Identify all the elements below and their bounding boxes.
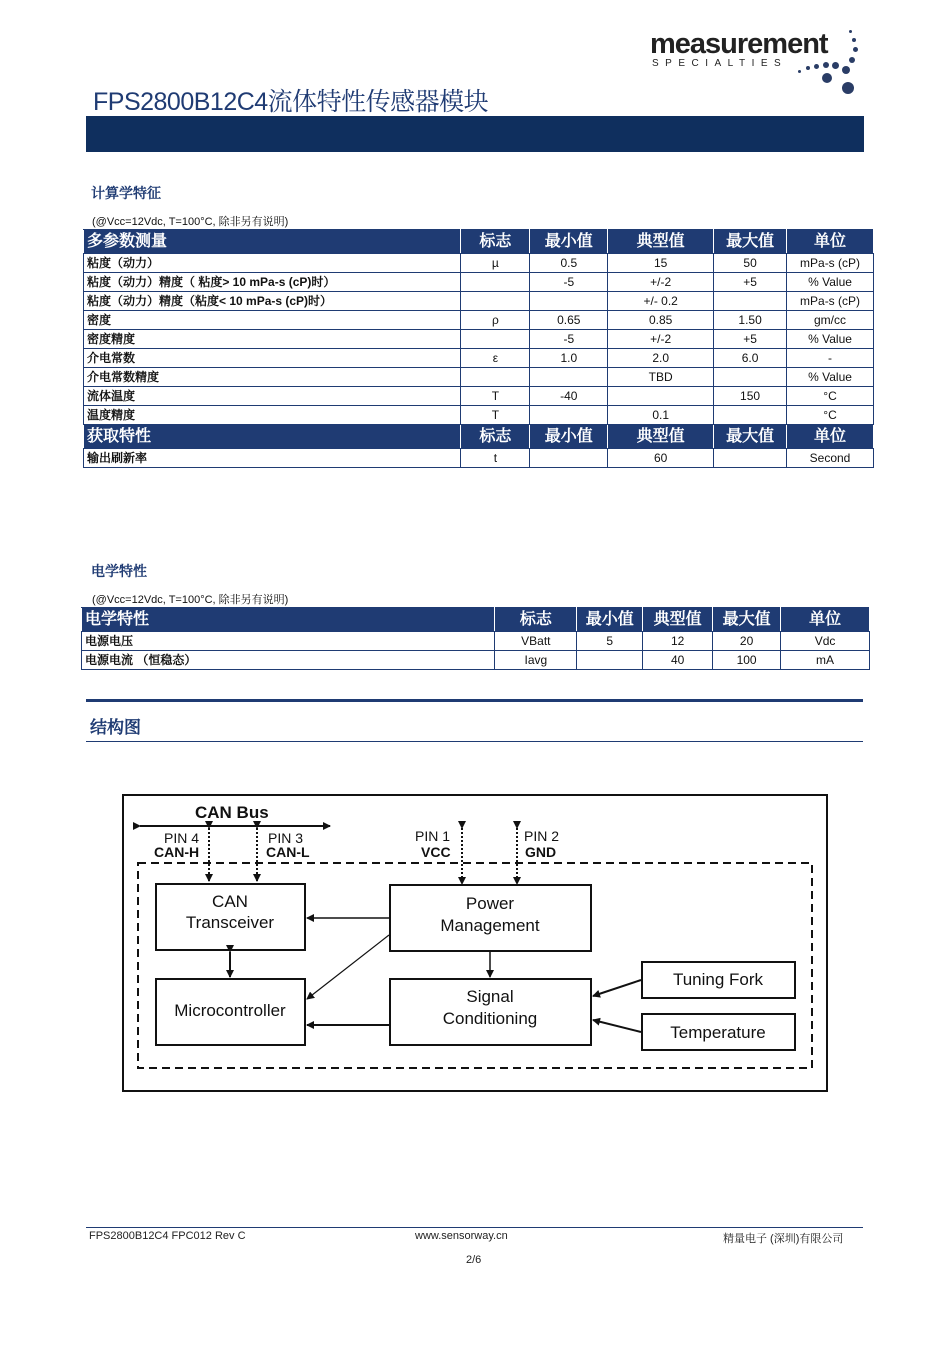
table-row-cell-3: TBD bbox=[608, 368, 714, 387]
table-row-cell-3: 60 bbox=[608, 449, 714, 468]
table-row-cell-0: 流体温度 bbox=[84, 387, 461, 406]
table-row-cell-0: 温度精度 bbox=[84, 406, 461, 425]
table-row-cell-3: 0.1 bbox=[608, 406, 714, 425]
table-row-cell-0: 密度精度 bbox=[84, 330, 461, 349]
table-row-cell-5: °C bbox=[787, 406, 874, 425]
power-management-label-1: Power bbox=[465, 894, 515, 913]
table-row-cell-5: gm/cc bbox=[787, 311, 874, 330]
pin2-label: PIN 2 bbox=[524, 828, 560, 844]
acquisition-header-row-cell-2: 最小值 bbox=[530, 425, 608, 449]
table-row-cell-1: ρ bbox=[461, 311, 530, 330]
electrical-header-row-cell-0: 电学特性 bbox=[82, 608, 495, 632]
acquisition-header-row-cell-4: 最大值 bbox=[714, 425, 787, 449]
table-row-cell-2: -5 bbox=[530, 330, 608, 349]
table-row-cell-0: 粘度（动力）精度（粘度< 10 mPa-s (cP)时） bbox=[84, 292, 461, 311]
acquisition-header-row-cell-1: 标志 bbox=[461, 425, 530, 449]
table-row-cell-5: mPa-s (cP) bbox=[787, 292, 874, 311]
pin4-label: PIN 4 bbox=[164, 830, 200, 846]
table-row-cell-3: 12 bbox=[643, 632, 713, 651]
table-row-cell-4: +5 bbox=[714, 273, 787, 292]
table-row-cell-0: 电源电流 （恒稳态） bbox=[82, 651, 495, 670]
signal-conditioning-label-1: Signal bbox=[466, 987, 514, 1006]
table-row-cell-5: mPa-s (cP) bbox=[787, 254, 874, 273]
table-row-cell-3: +/-2 bbox=[608, 273, 714, 292]
pin2-signal: GND bbox=[525, 844, 557, 860]
table-row-cell-2: -40 bbox=[530, 387, 608, 406]
table-row-cell-5: % Value bbox=[787, 273, 874, 292]
computing-header-row-cell-4: 最大值 bbox=[714, 230, 787, 254]
table-row-cell-1: t bbox=[461, 449, 530, 468]
electrical-condition: (@Vcc=12Vdc, T=100°C, 除非另有说明) bbox=[92, 594, 289, 606]
table-row-cell-2: 1.0 bbox=[530, 349, 608, 368]
document-title: FPS2800B12C4流体特性传感器模块 bbox=[93, 88, 489, 116]
table-row-cell-1: µ bbox=[461, 254, 530, 273]
table-row-cell-5: mA bbox=[781, 651, 870, 670]
microcontroller-label: Microcontroller bbox=[174, 1001, 286, 1020]
table-row-cell-3: 2.0 bbox=[608, 349, 714, 368]
footer-page-number: 2/6 bbox=[466, 1254, 482, 1266]
pin1-label: PIN 1 bbox=[415, 828, 451, 844]
computing-header-row-cell-5: 单位 bbox=[787, 230, 874, 254]
electrical-header-row-cell-3: 典型值 bbox=[643, 608, 713, 632]
table-row-cell-5: - bbox=[787, 349, 874, 368]
table-row-cell-5: Second bbox=[787, 449, 874, 468]
table-row-cell-4: 6.0 bbox=[714, 349, 787, 368]
tuning-fork-label: Tuning Fork bbox=[672, 970, 764, 989]
table-row-cell-3: 0.85 bbox=[608, 311, 714, 330]
computing-header-row-cell-0: 多参数测量 bbox=[84, 230, 461, 254]
electrical-section-title: 电学特性 bbox=[91, 563, 147, 579]
can-bus-label: CAN Bus bbox=[195, 803, 269, 822]
table-row-cell-3: +/-2 bbox=[608, 330, 714, 349]
can-transceiver-label-1: CAN bbox=[212, 892, 248, 911]
computing-header-row-cell-3: 典型值 bbox=[608, 230, 714, 254]
pin1-signal: VCC bbox=[421, 844, 451, 860]
table-row-cell-1: VBatt bbox=[495, 632, 577, 651]
structure-section-title: 结构图 bbox=[90, 718, 141, 737]
power-to-micro-arrow bbox=[307, 935, 389, 999]
table-row-cell-1: ε bbox=[461, 349, 530, 368]
table-row-cell-2: 0.65 bbox=[530, 311, 608, 330]
electrical-header-row-cell-5: 单位 bbox=[781, 608, 870, 632]
electrical-header-row-cell-4: 最大值 bbox=[713, 608, 781, 632]
computing-header-row-cell-2: 最小值 bbox=[530, 230, 608, 254]
table-row-cell-1: T bbox=[461, 406, 530, 425]
computing-header-row-cell-1: 标志 bbox=[461, 230, 530, 254]
acquisition-header-row-cell-3: 典型值 bbox=[608, 425, 714, 449]
table-row-cell-5: °C bbox=[787, 387, 874, 406]
table-row-cell-0: 介电常数精度 bbox=[84, 368, 461, 387]
table-row-cell-4: 20 bbox=[713, 632, 781, 651]
temperature-to-signal-arrow bbox=[593, 1020, 641, 1032]
electrical-header-row-cell-1: 标志 bbox=[495, 608, 577, 632]
tuning-fork-to-signal-arrow bbox=[593, 980, 641, 996]
logo-subtitle: SPECIALTIES bbox=[652, 58, 788, 69]
table-row-cell-0: 粘度（动力）精度（ 粘度> 10 mPa-s (cP)时） bbox=[84, 273, 461, 292]
table-row-cell-5: Vdc bbox=[781, 632, 870, 651]
table-row-cell-4: 100 bbox=[713, 651, 781, 670]
table-row-cell-1: Iavg bbox=[495, 651, 577, 670]
table-row-cell-0: 介电常数 bbox=[84, 349, 461, 368]
signal-conditioning-label-2: Conditioning bbox=[442, 1009, 538, 1028]
table-row-cell-2: -5 bbox=[530, 273, 608, 292]
table-row-cell-5: % Value bbox=[787, 368, 874, 387]
logo-wordmark: measurement bbox=[650, 28, 828, 60]
pin3-label: PIN 3 bbox=[268, 830, 304, 846]
table-row-cell-4: 50 bbox=[714, 254, 787, 273]
power-management-label-2: Management bbox=[440, 916, 540, 935]
table-row-cell-0: 密度 bbox=[84, 311, 461, 330]
acquisition-header-row-cell-5: 单位 bbox=[787, 425, 874, 449]
table-row-cell-5: % Value bbox=[787, 330, 874, 349]
footer-website[interactable]: www.sensorway.cn bbox=[415, 1230, 508, 1242]
acquisition-header-row-cell-0: 获取特性 bbox=[84, 425, 461, 449]
pin4-signal: CAN-H bbox=[154, 844, 200, 860]
can-transceiver-label-2: Transceiver bbox=[185, 913, 275, 932]
footer-company: 精量电子 (深圳)有限公司 bbox=[723, 1233, 844, 1245]
table-row-cell-3: +/- 0.2 bbox=[608, 292, 714, 311]
table-row-cell-4: 150 bbox=[714, 387, 787, 406]
computing-section-title: 计算学特征 bbox=[91, 185, 161, 201]
table-row-cell-2: 5 bbox=[577, 632, 643, 651]
table-row-cell-0: 输出刷新率 bbox=[84, 449, 461, 468]
table-row-cell-2: 0.5 bbox=[530, 254, 608, 273]
table-row-cell-1: T bbox=[461, 387, 530, 406]
computing-condition: (@Vcc=12Vdc, T=100°C, 除非另有说明) bbox=[92, 216, 289, 228]
pin3-signal: CAN-L bbox=[266, 844, 310, 860]
table-row-cell-0: 电源电压 bbox=[82, 632, 495, 651]
footer-doc-id: FPS2800B12C4 FPC012 Rev C bbox=[89, 1230, 246, 1242]
footer-rule bbox=[86, 1227, 863, 1228]
table-row-cell-0: 粘度（动力） bbox=[84, 254, 461, 273]
table-row-cell-4: +5 bbox=[714, 330, 787, 349]
table-row-cell-3: 15 bbox=[608, 254, 714, 273]
temperature-label: Temperature bbox=[670, 1023, 766, 1042]
table-row-cell-3: 40 bbox=[643, 651, 713, 670]
table-row-cell-4: 1.50 bbox=[714, 311, 787, 330]
electrical-header-row-cell-2: 最小值 bbox=[577, 608, 643, 632]
